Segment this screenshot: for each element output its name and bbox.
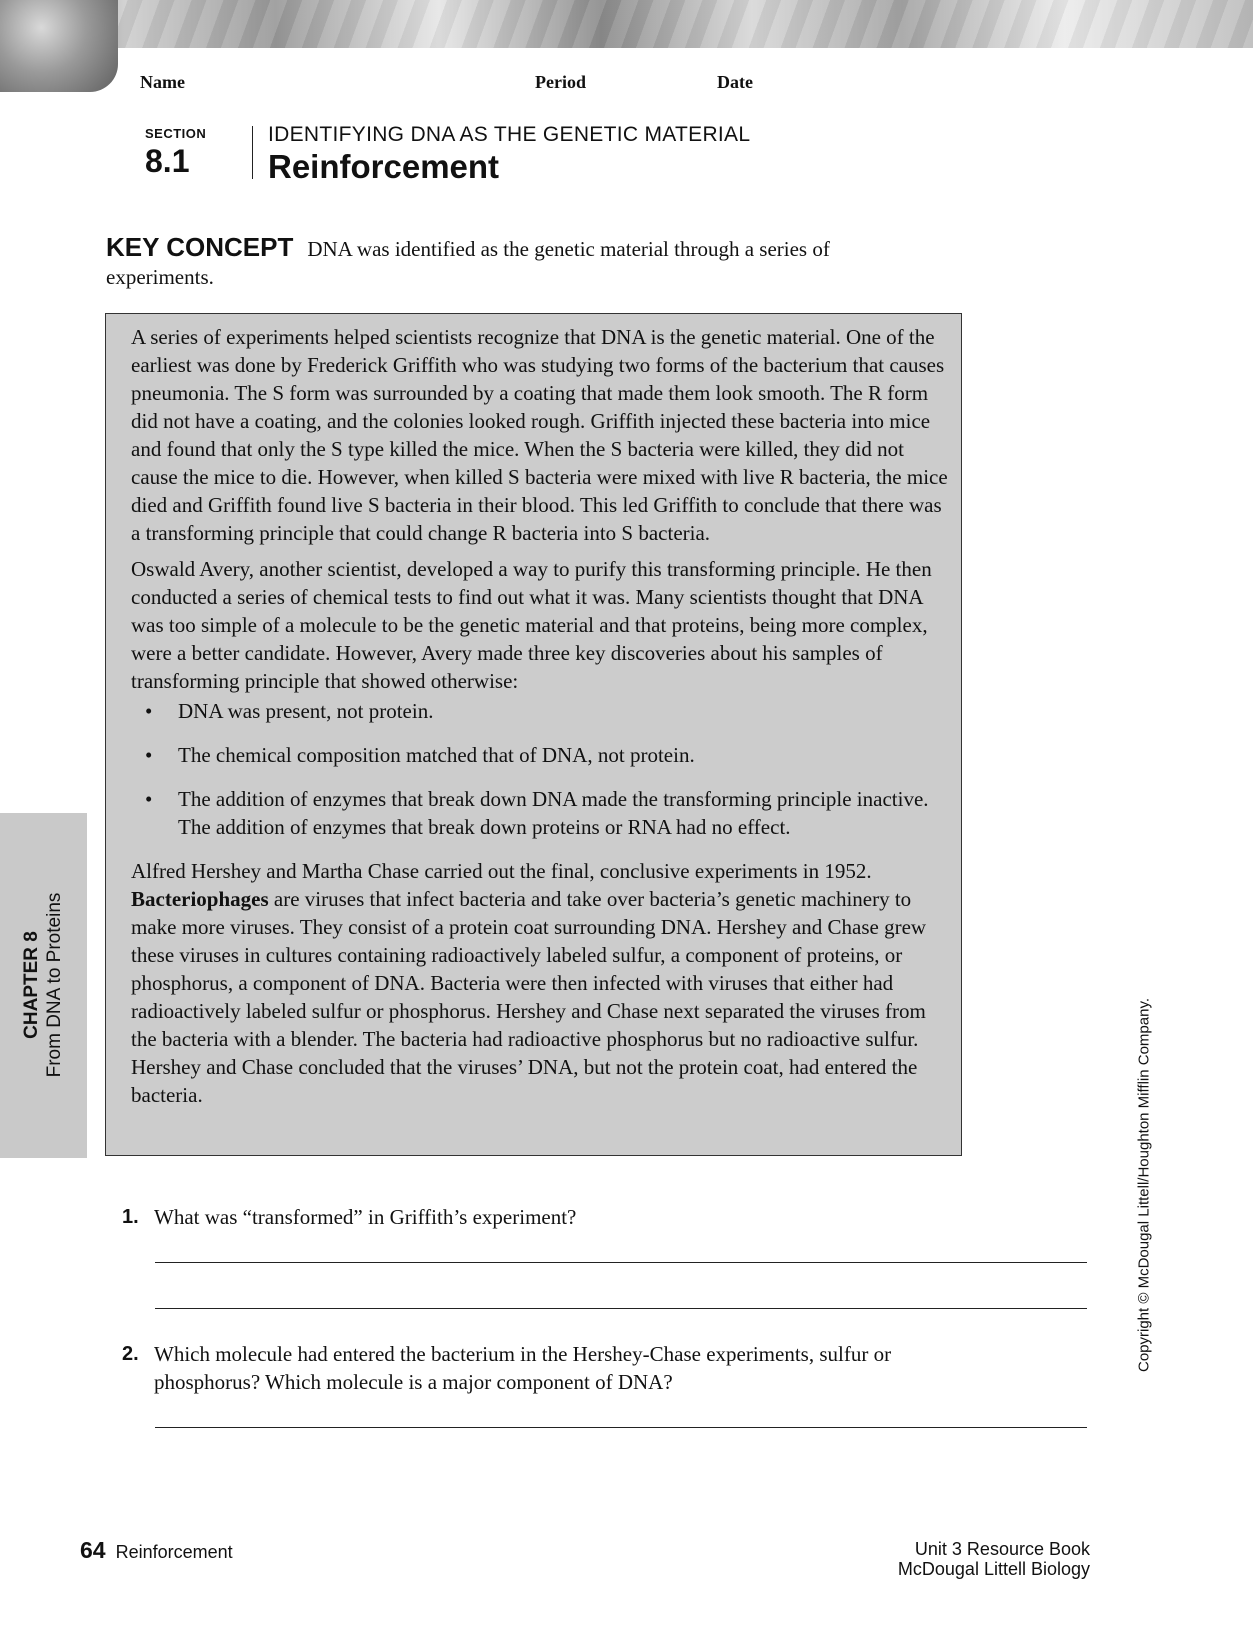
banner-corner-photo: [0, 0, 118, 92]
chapter-tab-text: [20, 893, 66, 1078]
date-label: Date: [717, 72, 753, 92]
page-number: 64: [80, 1537, 106, 1563]
period-label: Period: [535, 72, 586, 92]
bullet-icon: •: [145, 699, 153, 723]
bacteriophages-term: Bacteriophages: [131, 887, 269, 911]
footer-book-line-2: McDougal Littell Biology: [897, 1559, 1090, 1579]
list-item: [131, 785, 949, 841]
section-tag: [145, 126, 245, 180]
answer-line[interactable]: [155, 1427, 1087, 1428]
section-word: SECTION: [145, 126, 207, 141]
reading-paragraph-1: A series of experiments helped scientists recognize that DNA is the genetic material. One of the earliest was done by Frederick Griffith who was studying two forms of the bacterium that causes pneumonia. The S form was surrounded by a coating that made them look smooth. The R form did not have a coating, and the colonies looked rough. Griffith injected these bacteria into mice and found that only the S type killed the mice. When the S bacteria were killed, they did not cause the mice to die. However, when killed S bacteria were mixed with live R bacteria, the mice died and Griffith found live S bacteria in their blood. This led Griffith to conclude that there was a transforming principle that could change R bacteria into S bacteria.: [131, 325, 948, 545]
list-item-text: DNA was present, not protein.: [178, 699, 434, 723]
chapter-number: CHAPTER 8: [21, 931, 42, 1039]
section-subtitle: IDENTIFYING DNA AS THE GENETIC MATERIAL: [268, 123, 751, 146]
reading-paragraph-2: Oswald Avery, another scientist, developed a way to purify this transforming principle. He then conducted a series of chemical tests to find out what it was. Many scientists thought that DNA was too simple of a molecule to be the genetic material and that proteins, being more complex, were a better candidate. However, Avery made three key discoveries about his samples of transforming principle that showed otherwise:: [131, 557, 932, 693]
header-photo-banner: [0, 0, 1253, 48]
section-number: 8.1: [145, 143, 190, 179]
question-text: Which molecule had entered the bacterium in the Hershey-Chase experiments, sulfur or phosphorus? Which molecule is a major component of DNA?: [154, 1342, 892, 1394]
bullet-icon: •: [145, 787, 153, 811]
key-concept-label: KEY CONCEPT: [106, 232, 294, 262]
list-item-text: The addition of enzymes that break down DNA made the transforming principle inactive. The addition of enzymes that break down proteins or RNA had no effect.: [178, 787, 929, 839]
footer-left: [80, 1537, 233, 1564]
footer-page-label: Reinforcement: [115, 1542, 233, 1562]
reading-passage-box: [105, 313, 962, 1156]
list-item: [131, 697, 949, 725]
list-item: [131, 741, 949, 769]
answer-line[interactable]: [155, 1308, 1087, 1309]
key-concept-text: DNA was identified as the genetic material through a series of experiments.: [106, 237, 830, 289]
paragraph-3-rest: are viruses that infect bacteria and take over bacteria’s genetic machinery to make more viruses. They consist of a protein coat surrounding DNA. Hershey and Chase grew these viruses in cultures containing radioactively labeled sulfur, a component of proteins, or phosphorus, a component of DNA. Bacteria were then infected with viruses that either had radioactively labeled sulfur or phosphorus. Hershey and Chase next separated the viruses from the bacteria with a blender. The bacteria had radioactive phosphorus but no radioactive sulfur. Hershey and Chase concluded that the viruses’ DNA, but not the protein coat, had entered the bacteria.: [131, 887, 927, 1107]
bullet-icon: •: [145, 743, 153, 767]
chapter-title: From DNA to Proteins: [44, 892, 65, 1078]
question-number: 1.: [122, 1206, 139, 1228]
discoveries-list: [131, 697, 949, 841]
question-1: [122, 1203, 982, 1231]
paragraph-3-intro: Alfred Hershey and Martha Chase carried out the final, conclusive experiments in 1952.: [131, 859, 872, 883]
question-2: [122, 1340, 982, 1396]
reading-paragraph-3: [131, 857, 949, 1109]
section-titles: [268, 123, 750, 186]
question-number: 2.: [122, 1343, 139, 1365]
key-concept: [106, 233, 936, 291]
list-item-text: The chemical composition matched that of DNA, not protein.: [178, 743, 695, 767]
question-text: What was “transformed” in Griffith’s experiment?: [154, 1205, 577, 1229]
section-divider: [252, 126, 253, 179]
copyright-notice: Copyright © McDougal Littell/Houghton Mifflin Company.: [1135, 997, 1153, 1373]
banner-texture: [0, 0, 1253, 48]
footer-book-line-1: Unit 3 Resource Book: [914, 1539, 1090, 1559]
answer-line[interactable]: [155, 1262, 1087, 1263]
page-title: Reinforcement: [268, 148, 500, 185]
footer-right: [898, 1539, 1090, 1579]
name-label: Name: [140, 72, 185, 92]
